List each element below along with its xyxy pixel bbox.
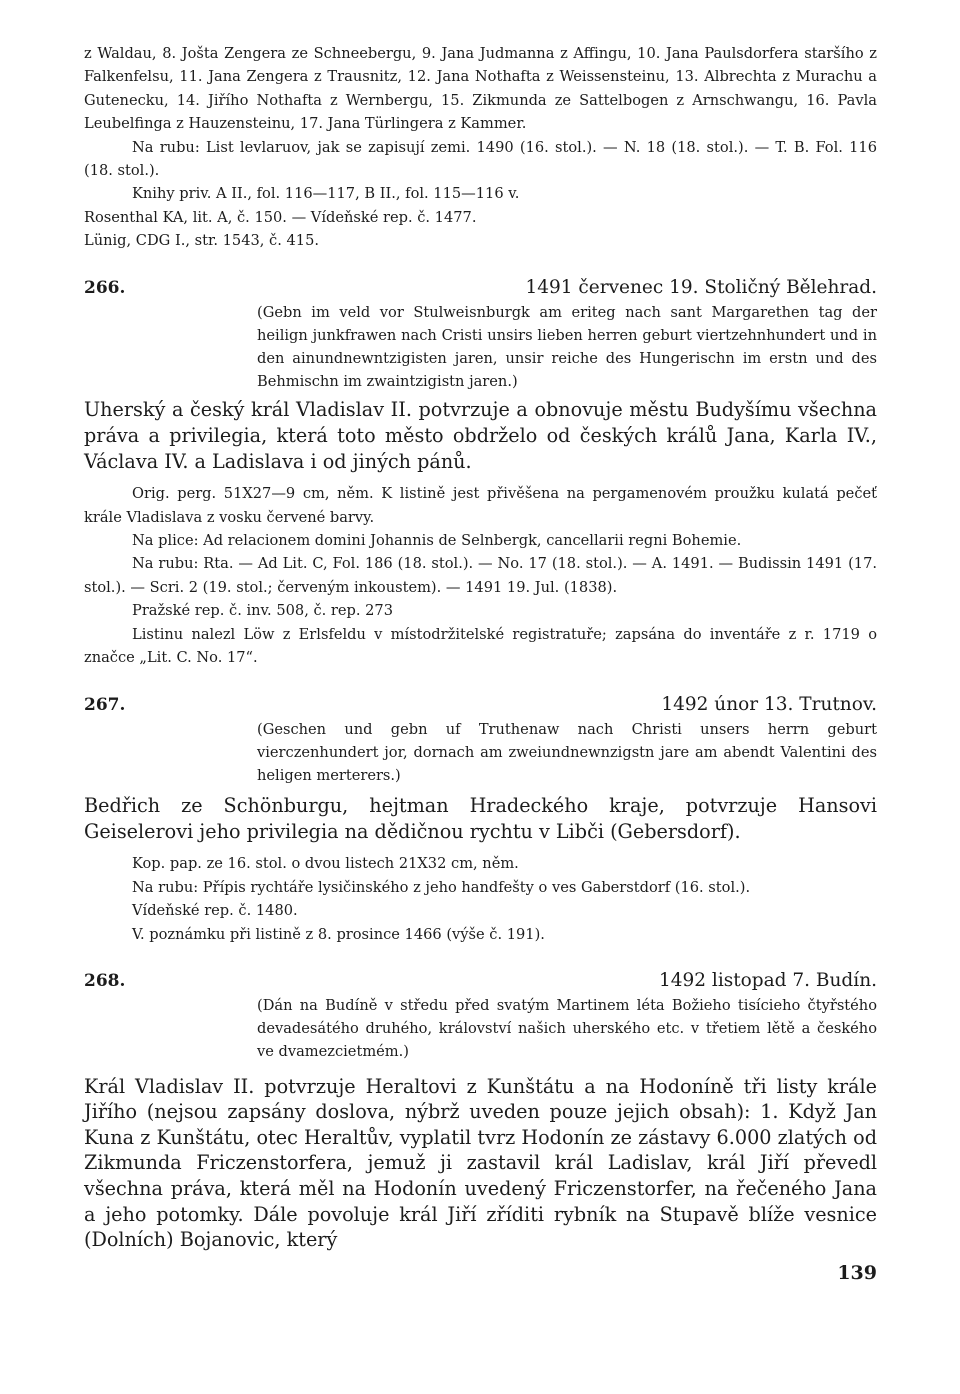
page-number: 139 — [837, 1262, 877, 1284]
entry-date: 1492 listopad 7. Budín. — [658, 969, 877, 991]
entry-number: 267. — [84, 694, 126, 715]
entry-quote: (Dán na Budíně v středu před svatým Martinem léta Božieho tisícieho čtyřstého devadesátého druhého, království našich uherského etc. v třetiem lětě a českého ve dvamezcietmém.) — [257, 996, 877, 1061]
entry-number: 268. — [84, 970, 126, 991]
entry-regest: Bedřich ze Schönburgu, hejtman Hradeckého kraje, potvrzuje Hansovi Geiselerovi jeho privilegia na dědičnou rychtu v Libči (Gebersdorf). — [84, 794, 877, 843]
note: Pražské rep. č. inv. 508, č. rep. 273 — [132, 602, 394, 620]
continuation-text: z Waldau, 8. Jošta Zengera ze Schneebergu, 9. Jana Judmanna z Affingu, 10. Jana Paulsdorfera staršího z Falkenfelsu, 11. Jana Zengera z Trausnitz, 12. Jana Nothafta z Weissensteinu, 13. Albrechta z Murachu a Gutenecku, 14. Jiřího Nothafta z Wernbergu, 15. Zikmunda ze Sattelbogen z Arnschwangu, 16. Pavla Leubelfinga z Hauzensteinu, 17. Jana Türlingera z Kammer. — [84, 45, 877, 133]
entry-header — [84, 692, 877, 718]
page-body — [84, 42, 877, 1253]
note: Listinu nalezl Löw z Erlsfeldu v místodržitelské registratuře; zapsána do inventáře z r. 1719 o značce „Lit. C. No. 17“. — [84, 625, 877, 667]
note: Na plice: Ad relacionem domini Johannis de Selnbergk, cancellarii regni Bohemie. — [132, 532, 742, 550]
entry-268 — [84, 968, 877, 1253]
continuation-note: Na rubu: List levlaruov, jak se zapisují zemi. 1490 (16. stol.). — N. 18 (18. stol.). — T. B. Fol. 116 (18. stol.). — [84, 138, 877, 180]
entry-quote: (Gebn im veld vor Stulweisnburgk am eriteg nach sant Margarethen tag der heilign junkfrawen nach Cristi unsirs lieben herren geburt viertzehnhundert und in den ainundnewntzigisten jaren, unsir reiche des Hungerischn im erstn und des Behmischn im zwaintzigistn jaren.) — [257, 303, 877, 391]
entry-regest: Král Vladislav II. potvrzuje Heraltovi z Kunštátu a na Hodoníně tři listy krále Jiřího (nejsou zapsány doslova, nýbrž uveden pouze jejich obsah): 1. Když Jan Kuna z Kunštátu, otec Heraltův, vyplatil tvrz Hodonín ze zástavy 6.000 zlatých od Zikmunda Friczenstorfera, jemuž ji zastavil král Ladislav, král Jiří převedl všechna práva, která měl na Hodonín uvedený Friczenstorfer, na řečeného Jana a jeho potomky. Dále povoluje král Jiří zříditi rybník na Stupavě blíže vesnice (Dolních) Bojanovic, který — [84, 1074, 877, 1252]
note: Kop. pap. ze 16. stol. o dvou listech 21X32 cm, něm. — [132, 855, 519, 873]
continuation-note: Knihy priv. A II., fol. 116—117, B II., fol. 115—116 v. Rosenthal KA, lit. A, č. 150. — Vídeňské rep. č. 1477. Lünig, CDG I., str. 1543, č. 415. — [84, 185, 520, 250]
entry-notes — [84, 482, 877, 669]
entry-header — [84, 968, 877, 994]
note: Vídeňské rep. č. 1480. — [132, 902, 298, 920]
entry-date: 1492 únor 13. Trutnov. — [661, 693, 877, 715]
entry-quote: (Geschen und gebn uf Truthenaw nach Christi unsers herrn geburt vierczenhundert jor, dornach am zweiundnewnzigstn jare am abendt Valentini des heligen merterers.) — [257, 720, 877, 784]
note: Orig. perg. 51X27—9 cm, něm. K listině jest přivěšena na pergamenovém proužku kulatá pečeť krále Vladislava z vosku červené barvy. — [84, 485, 877, 526]
entry-regest: Uherský a český král Vladislav II. potvrzuje a obnovuje městu Budyšímu všechna práva a privilegia, která toto město obdrželo od českých králů Jana, Karla IV., Václava IV. a Ladislava i od jiných pánů. — [84, 398, 877, 473]
entry-number: 266. — [84, 277, 126, 298]
entry-266 — [84, 275, 877, 670]
note: Na rubu: Přípis rychtáře lysičinského z jeho handfešty o ves Gaberstdorf (16. stol.). — [132, 878, 751, 896]
entry-267 — [84, 692, 877, 946]
entry-date: 1491 červenec 19. Stoličný Bělehrad. — [525, 276, 877, 298]
entry-notes — [84, 852, 877, 946]
note: V. poznámku při listině z 8. prosince 1466 (výše č. 191). — [132, 925, 545, 943]
entry-header — [84, 275, 877, 301]
note: Na rubu: Rta. — Ad Lit. C, Fol. 186 (18. stol.). — No. 17 (18. stol.). — A. 1491. — Budissin 1491 (17. stol.). — Scri. 2 (19. stol.; červeným inkoustem). — 1491 19. Jul. (1838). — [84, 555, 877, 596]
